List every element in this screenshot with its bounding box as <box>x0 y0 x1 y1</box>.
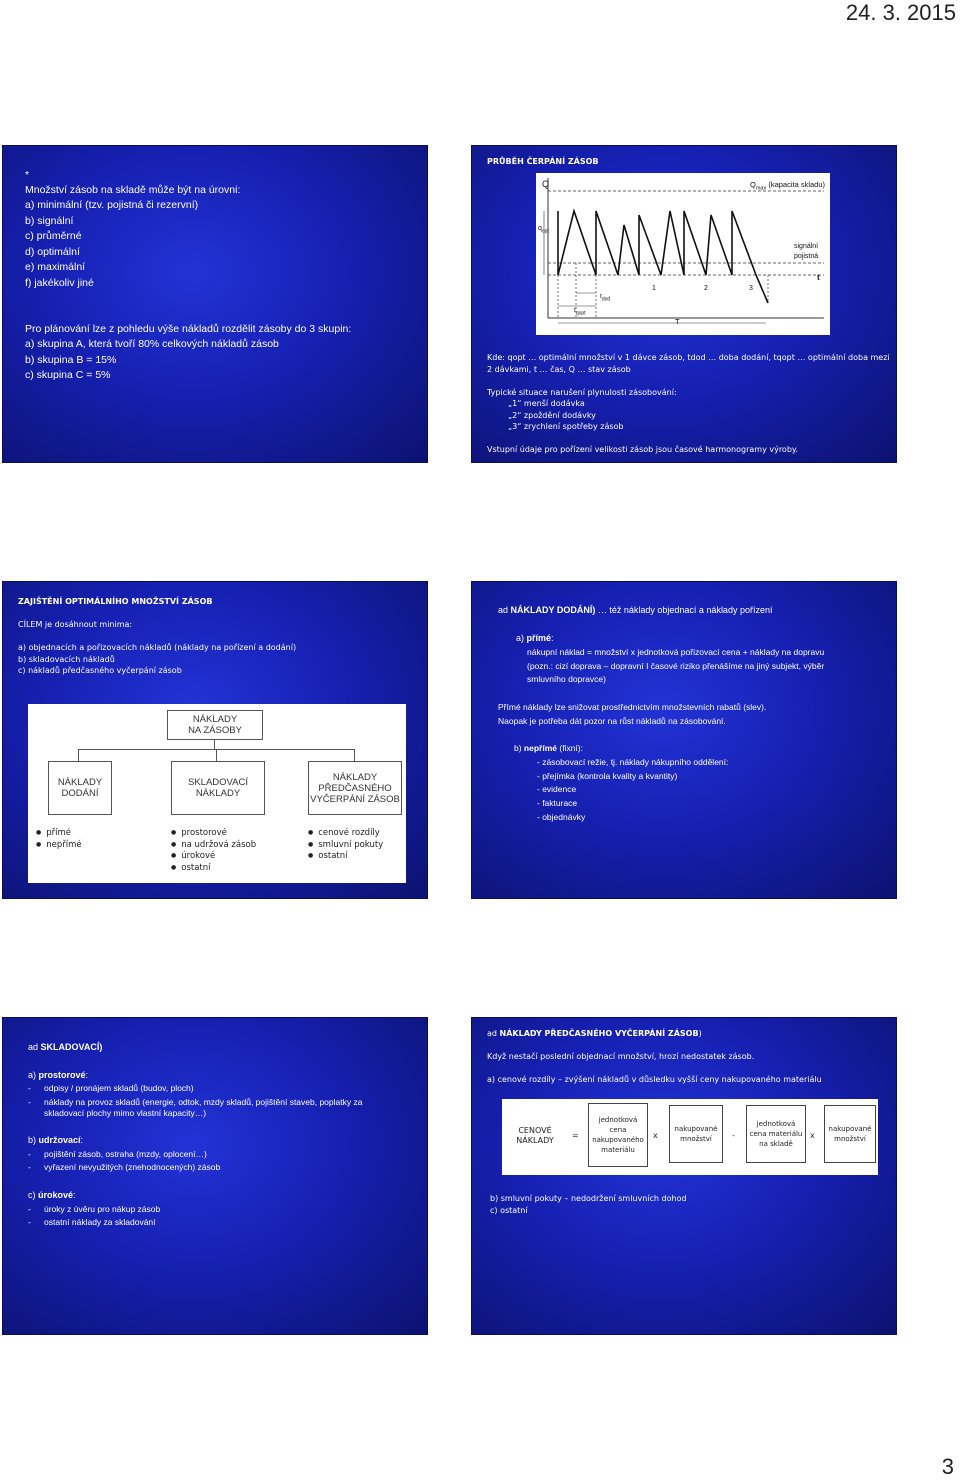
storage-list: ● prostorové ● na udržová zásob ● úrokové ● ostatní <box>171 828 256 874</box>
penalties-text: b) smluvní pokuty – nedodržení smluvních dohod <box>490 1194 687 1203</box>
text-line: úroky z úvěru pro nákup zásob <box>44 1204 161 1214</box>
text-line: ostatní náklady za skladování <box>44 1217 156 1227</box>
tree-connector <box>78 749 79 761</box>
direct-heading: a) přímé: <box>516 633 554 643</box>
tree-node-depletion: NÁKLADY PŘEDČASNÉHO VYČERPÁNÍ ZÁSOB <box>308 761 402 815</box>
text-line: Množství zásob na skladě může být na úrovni: <box>25 184 241 196</box>
text-line: nákupní náklad = množství x jednotková pořizovací cena + náklady na dopravu <box>527 647 825 657</box>
text-line: c) skupina C = 5% <box>25 369 111 381</box>
slide-stock-depletion <box>471 145 897 463</box>
other-text: c) ostatní <box>490 1206 528 1215</box>
formula-cost: CENOVÉ NÁKLADY <box>506 1113 564 1159</box>
text-line: - přejímka (kontrola kvality a kvantity) <box>537 771 678 781</box>
tree-connector <box>216 749 217 761</box>
intro-text: Když nestačí poslední objednací množství, hrozí nedostatek zásob. <box>487 1052 755 1061</box>
slide-storage-costs <box>2 1017 428 1335</box>
formula-quantity: nakupované množství <box>669 1105 723 1163</box>
goal-item: a) objednacích a pořizovacích nákladů (náklady na pořízení a dodání) <box>18 643 297 652</box>
tree-connector <box>354 749 355 761</box>
dash: - <box>28 1162 31 1172</box>
qopt-label: $q_{opt}$ <box>538 225 549 235</box>
cost-tree-diagram <box>28 704 406 883</box>
tqopt-label: $t_{qopt}$ <box>574 307 586 317</box>
situation-item: „3“ zrychlení spotřeby zásob <box>508 422 624 431</box>
qmax-label: $Q_{max}$ (kapacita skladu) <box>750 180 826 192</box>
multiply-sign: x <box>810 1131 815 1140</box>
text-line: e) maximální <box>25 261 86 273</box>
slide-heading: ad NÁKLADY PŘEDČASNÉHO VYČERPÁNÍ ZÁSOB) <box>487 1029 702 1038</box>
page-number: 3 <box>941 1454 954 1479</box>
dash: - <box>28 1097 31 1107</box>
equals-sign: = <box>572 1131 579 1140</box>
slide-inventory-levels <box>2 145 428 463</box>
text-line: a) skupina A, která tvoří 80% celkových nákladů zásob <box>25 338 279 350</box>
dash: - <box>28 1204 31 1214</box>
text-line: náklady na provoz skladů (energie, odtok, mzdy skladů, pojištění staveb, poplatky za <box>44 1097 363 1107</box>
t-axis-label: t <box>817 273 820 282</box>
legend-line: Kde: qopt … optimální množství v 1 dávce zásob, tdod … doba dodání, tqopt … optimální doba mezi <box>487 353 890 362</box>
text-line: Přímé náklady lze snižovat prostřednictvím množstevních rabatů (slev). <box>498 702 767 712</box>
text-line: c) průměrné <box>25 230 82 242</box>
dash: - <box>28 1217 31 1227</box>
text-line: - zásobovací režie, tj. náklady nákupního oddělení: <box>537 757 729 767</box>
text-line: b) signální <box>25 215 74 227</box>
legend-line: 2 dávkami, t … čas, Q … stav zásob <box>487 365 631 374</box>
marker-1: 1 <box>652 285 656 292</box>
slide-delivery-costs <box>471 581 897 899</box>
formula-quantity: nakupované množství <box>824 1105 876 1163</box>
price-diff-text: a) cenové rozdíly – zvýšení nákladů v důsledku vyšší ceny nakupovaného materiálu <box>487 1075 822 1084</box>
text-line: Naopak je potřeba dát pozor na růst nákladů na zásobování. <box>498 716 726 726</box>
slide-title: PRŮBĚH ČERPÁNÍ ZÁSOB <box>487 157 599 166</box>
tree-connector <box>214 739 215 749</box>
spatial-heading: a) prostorové: <box>28 1070 89 1080</box>
marker-3: 3 <box>749 285 753 292</box>
situation-item: „2“ zpoždění dodávky <box>508 411 596 420</box>
slide-heading: ad NÁKLADY DODÁNÍ) … též náklady objednací a náklady pořízení <box>498 605 773 615</box>
tree-root-node: NÁKLADY NA ZÁSOBY <box>167 710 263 740</box>
tree-node-delivery: NÁKLADY DODÁNÍ <box>48 761 112 815</box>
dash: - <box>28 1149 31 1159</box>
header-date: 24. 3. 2015 <box>845 0 956 25</box>
minus-sign: - <box>732 1131 735 1140</box>
slide-optimal-quantity <box>2 581 428 899</box>
text-line: - evidence <box>537 784 577 794</box>
tdod-label: $t_{dod}$ <box>600 293 611 303</box>
text-line: Pro plánování lze z pohledu výše nákladů rozdělit zásoby do 3 skupin: <box>25 323 352 335</box>
marker-2: 2 <box>704 285 708 292</box>
formula-unit-price: jednotková cena nakupovaného materiálu <box>588 1103 648 1167</box>
maintenance-heading: b) udržovací: <box>28 1135 84 1145</box>
text-line: - objednávky <box>537 812 586 822</box>
situation-item: „1“ menší dodávka <box>508 399 585 408</box>
text-line: (pozn.: cizí doprava – dopravní I časové riziko přenášíme na jiný subjekt, výběr <box>527 661 825 671</box>
goal-text: CÍLEM je dosáhnout minima: <box>18 620 133 629</box>
depletion-list: ● cenové rozdíly ● smluvní pokuty ● ostatní <box>308 828 383 863</box>
period-label: T <box>675 317 680 326</box>
text-line: b) skupina B = 15% <box>25 354 117 366</box>
text-line: pojištění zásob, ostraha (mzdy, oplocení…) <box>44 1149 207 1159</box>
formula-stock-price: jednotková cena materiálu na skladě <box>746 1105 806 1163</box>
asterisk: * <box>25 169 30 181</box>
interest-heading: c) úrokové: <box>28 1190 76 1200</box>
y-axis-label: Q <box>542 179 550 189</box>
signal-label: signální <box>794 243 819 250</box>
slide-heading: ad SKLADOVACÍ) <box>28 1042 103 1052</box>
slide-title: ZAJIŠTĚNÍ OPTIMÁLNÍHO MNOŽSTVÍ ZÁSOB <box>18 597 213 606</box>
situations-title: Typické situace narušení plynulosti zásobování: <box>487 388 677 397</box>
slide-depletion-costs <box>471 1017 897 1335</box>
text-line: f) jakékoliv jiné <box>25 277 94 289</box>
tree-node-storage: SKLADOVACÍ NÁKLADY <box>171 761 265 815</box>
dash: - <box>28 1083 31 1093</box>
text-line: skladovací plochy mimo vlastní kapacity…) <box>44 1108 207 1118</box>
multiply-sign: x <box>653 1131 658 1140</box>
input-note: Vstupní údaje pro pořízení velikosti zásob jsou časové harmonogramy výroby. <box>487 445 799 454</box>
text-line: vyřazení nevyužitých (znehodnocených) zásob <box>44 1162 221 1172</box>
text-line: a) minimální (tzv. pojistná či rezervní) <box>25 199 199 211</box>
price-formula <box>502 1099 878 1175</box>
text-line: - fakturace <box>537 798 578 808</box>
depletion-chart <box>536 173 830 335</box>
indirect-heading: b) nepřímé (fixní): <box>514 743 583 753</box>
goal-item: b) skladovacích nákladů <box>18 655 115 664</box>
goal-item: c) nákladů předčasného vyčerpání zásob <box>18 666 182 675</box>
delivery-list: ● přímé ● nepřímé <box>36 828 82 851</box>
text-line: odpisy / pronájem skladů (budov, ploch) <box>44 1083 194 1093</box>
text-line: smluvního dopravce) <box>527 674 606 684</box>
text-line: d) optimální <box>25 246 80 258</box>
safety-label: pojistná <box>794 253 819 260</box>
stock-sawtooth-line <box>558 211 768 303</box>
